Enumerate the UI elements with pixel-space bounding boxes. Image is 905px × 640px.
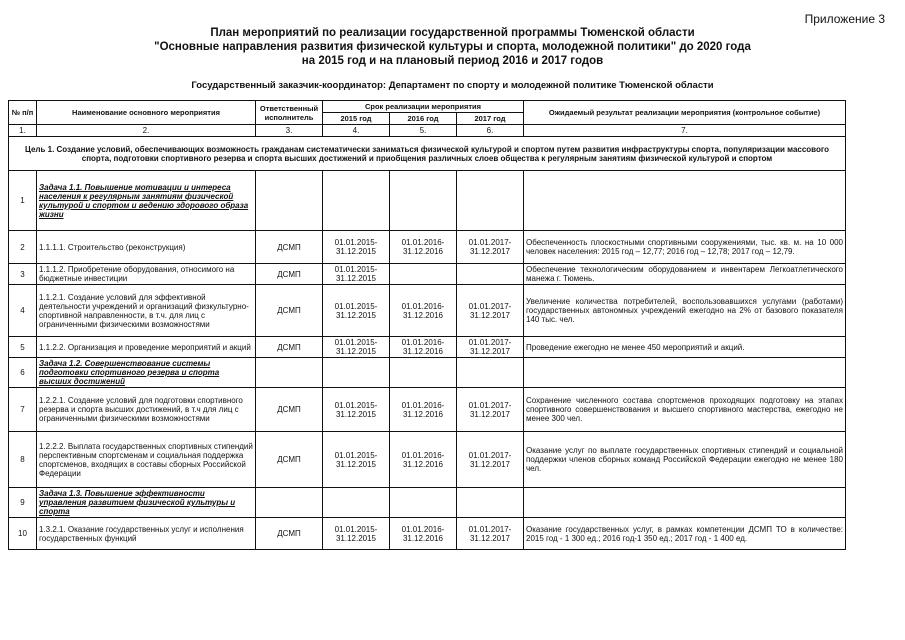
header-responsible: Ответственный исполнитель xyxy=(256,101,323,125)
row-number: 9 xyxy=(9,488,37,518)
activity-name: 1.2.2.2. Выплата государственных спортивных стипендий перспективным спортсменам и социальная поддержка спортсменов, входящих в составы сборных Российской Федерации xyxy=(37,432,256,488)
expected-result xyxy=(524,358,846,388)
period-2017 xyxy=(457,264,524,285)
responsible-executor xyxy=(256,358,323,388)
table-row xyxy=(9,285,846,337)
period-2017: 01.01.2017-31.12.2017 xyxy=(457,231,524,264)
period-2016: 01.01.2016-31.12.2016 xyxy=(390,231,457,264)
header-period: Срок реализации мероприятия xyxy=(323,101,524,113)
col-number: 4. xyxy=(323,125,390,137)
appendix-label: Приложение 3 xyxy=(804,12,885,26)
period-2017 xyxy=(457,488,524,518)
table-row xyxy=(9,231,846,264)
responsible-executor xyxy=(256,488,323,518)
period-2015: 01.01.2015-31.12.2015 xyxy=(323,432,390,488)
task-title: Задача 1.2. Совершенствование системы подготовки спортивного резерва и спорта высших достижений xyxy=(37,358,256,388)
header-2017: 2017 год xyxy=(457,113,524,125)
period-2016: 01.01.2016-31.12.2016 xyxy=(390,337,457,358)
period-2016: 01.01.2016-31.12.2016 xyxy=(390,388,457,432)
activity-name: 1.1.1.2. Приобретение оборудования, относимого на бюджетные инвестиции xyxy=(37,264,256,285)
responsible-executor: ДСМП xyxy=(256,285,323,337)
period-2016 xyxy=(390,358,457,388)
header-2015: 2015 год xyxy=(323,113,390,125)
row-number: 6 xyxy=(9,358,37,388)
period-2015 xyxy=(323,171,390,231)
expected-result: Сохранение численного состава спортсменов проходящих подготовку на этапах спортивного совершенствования и высшего спортивного мастерства, ежегодно не менее 300 чел. xyxy=(524,388,846,432)
period-2016: 01.01.2016-31.12.2016 xyxy=(390,285,457,337)
activity-name: 1.2.2.1. Создание условий для подготовки спортивного резерва и спорта высших достижений, в т.ч для лиц с ограниченными физическими возможностями xyxy=(37,388,256,432)
header-num: № п/п xyxy=(9,101,37,125)
responsible-executor: ДСМП xyxy=(256,388,323,432)
period-2017: 01.01.2017-31.12.2017 xyxy=(457,388,524,432)
responsible-executor: ДСМП xyxy=(256,337,323,358)
row-number: 3 xyxy=(9,264,37,285)
task-row xyxy=(9,358,846,388)
state-customer: Государственный заказчик-координатор: Департамент по спорту и молодежной политике Тюменской области xyxy=(191,80,714,91)
goal-text: Цель 1. Создание условий, обеспечивающих возможность гражданам систематически заниматься физической культурой и спортом путем развития инфраструктуры спорта, популяризации массового спорта, подготовки спортивного резерва и спорта высших достижений и приобщения различных слоев общества к регулярным занятиям физической культурой и спортом xyxy=(9,137,846,171)
expected-result: Оказание государственных услуг, в рамках компетенции ДСМП ТО в количестве: 2015 год - 1 300 ед.; 2016 год-1 350 ед.; 2017 год - 1 400 ед. xyxy=(524,518,846,550)
header-2016: 2016 год xyxy=(390,113,457,125)
responsible-executor: ДСМП xyxy=(256,231,323,264)
goal-row xyxy=(9,137,846,171)
document-title xyxy=(0,26,905,68)
title-line: План мероприятий по реализации государственной программы Тюменской области xyxy=(210,27,695,39)
row-number: 5 xyxy=(9,337,37,358)
responsible-executor: ДСМП xyxy=(256,518,323,550)
expected-result: Увеличение количества потребителей, воспользовавшихся услугами (работами) государственных автономных учреждений ежегодно на 2% от базового показателя 140 тыс. чел. xyxy=(524,285,846,337)
task-title: Задача 1.3. Повышение эффективности управления развитием физической культуры и спорта xyxy=(37,488,256,518)
row-number: 1 xyxy=(9,171,37,231)
period-2015: 01.01.2015-31.12.2015 xyxy=(323,388,390,432)
row-number: 10 xyxy=(9,518,37,550)
responsible-executor: ДСМП xyxy=(256,264,323,285)
title-line: на 2015 год и на плановый период 2016 и 2017 годов xyxy=(301,55,604,67)
table-row xyxy=(9,337,846,358)
expected-result: Проведение ежегодно не менее 450 мероприятий и акций. xyxy=(524,337,846,358)
expected-result xyxy=(524,171,846,231)
row-number: 7 xyxy=(9,388,37,432)
column-numbers-row xyxy=(9,125,846,137)
period-2016 xyxy=(390,488,457,518)
row-number: 8 xyxy=(9,432,37,488)
period-2015: 01.01.2015-31.12.2015 xyxy=(323,231,390,264)
row-number: 4 xyxy=(9,285,37,337)
expected-result xyxy=(524,488,846,518)
period-2017: 01.01.2017-31.12.2017 xyxy=(457,518,524,550)
period-2015: 01.01.2015-31.12.2015 xyxy=(323,285,390,337)
period-2017 xyxy=(457,358,524,388)
period-2017: 01.01.2017-31.12.2017 xyxy=(457,285,524,337)
col-number: 3. xyxy=(256,125,323,137)
task-row xyxy=(9,488,846,518)
col-number: 2. xyxy=(37,125,256,137)
period-2017: 01.01.2017-31.12.2017 xyxy=(457,337,524,358)
expected-result: Обеспеченность плоскостными спортивными сооружениями, тыс. кв. м. на 10 000 человек населения: 2015 год – 12,77; 2016 год – 12,78; 2017 год – 12,79. xyxy=(524,231,846,264)
plan-table xyxy=(8,100,846,550)
activity-name: 1.3.2.1. Оказание государственных услуг и исполнения государственных функций xyxy=(37,518,256,550)
task-row xyxy=(9,171,846,231)
period-2015: 01.01.2015-31.12.2015 xyxy=(323,264,390,285)
responsible-executor: ДСМП xyxy=(256,432,323,488)
title-line: "Основные направления развития физической культуры и спорта, молодежной политики" до 2020 года xyxy=(154,41,751,53)
table-row xyxy=(9,432,846,488)
activity-name: 1.1.2.1. Создание условий для эффективной деятельности учреждений и организаций физкультурно-спортивной направленности, в т.ч. для лиц с ограниченными физическими возможностями xyxy=(37,285,256,337)
period-2015 xyxy=(323,358,390,388)
responsible-executor xyxy=(256,171,323,231)
col-number: 5. xyxy=(390,125,457,137)
period-2016: 01.01.2016-31.12.2016 xyxy=(390,518,457,550)
col-number: 6. xyxy=(457,125,524,137)
header-name: Наименование основного мероприятия xyxy=(37,101,256,125)
period-2017 xyxy=(457,171,524,231)
col-number: 7. xyxy=(524,125,846,137)
table-row xyxy=(9,518,846,550)
expected-result: Оказание услуг по выплате государственных спортивных стипендий и социальной поддержки членов сборных команд Российской Федерации ежегодно не менее 180 чел. xyxy=(524,432,846,488)
activity-name: 1.1.2.2. Организация и проведение мероприятий и акций xyxy=(37,337,256,358)
period-2017: 01.01.2017-31.12.2017 xyxy=(457,432,524,488)
period-2016: 01.01.2016-31.12.2016 xyxy=(390,432,457,488)
period-2016 xyxy=(390,171,457,231)
period-2015 xyxy=(323,488,390,518)
table-row xyxy=(9,388,846,432)
row-number: 2 xyxy=(9,231,37,264)
task-title: Задача 1.1. Повышение мотивации и интереса населения к регулярным занятиям физической культурой и спортом и ведению здорового образа жизни xyxy=(37,171,256,231)
period-2015: 01.01.2015-31.12.2015 xyxy=(323,337,390,358)
period-2015: 01.01.2015-31.12.2015 xyxy=(323,518,390,550)
expected-result: Обеспечение технологическим оборудованием и инвентарем Легкоатлетического манежа г. Тюмень. xyxy=(524,264,846,285)
period-2016 xyxy=(390,264,457,285)
header-result: Ожидаемый результат реализации мероприятия (контрольное событие) xyxy=(524,101,846,125)
col-number: 1. xyxy=(9,125,37,137)
activity-name: 1.1.1.1. Строительство (реконструкция) xyxy=(37,231,256,264)
table-row xyxy=(9,264,846,285)
